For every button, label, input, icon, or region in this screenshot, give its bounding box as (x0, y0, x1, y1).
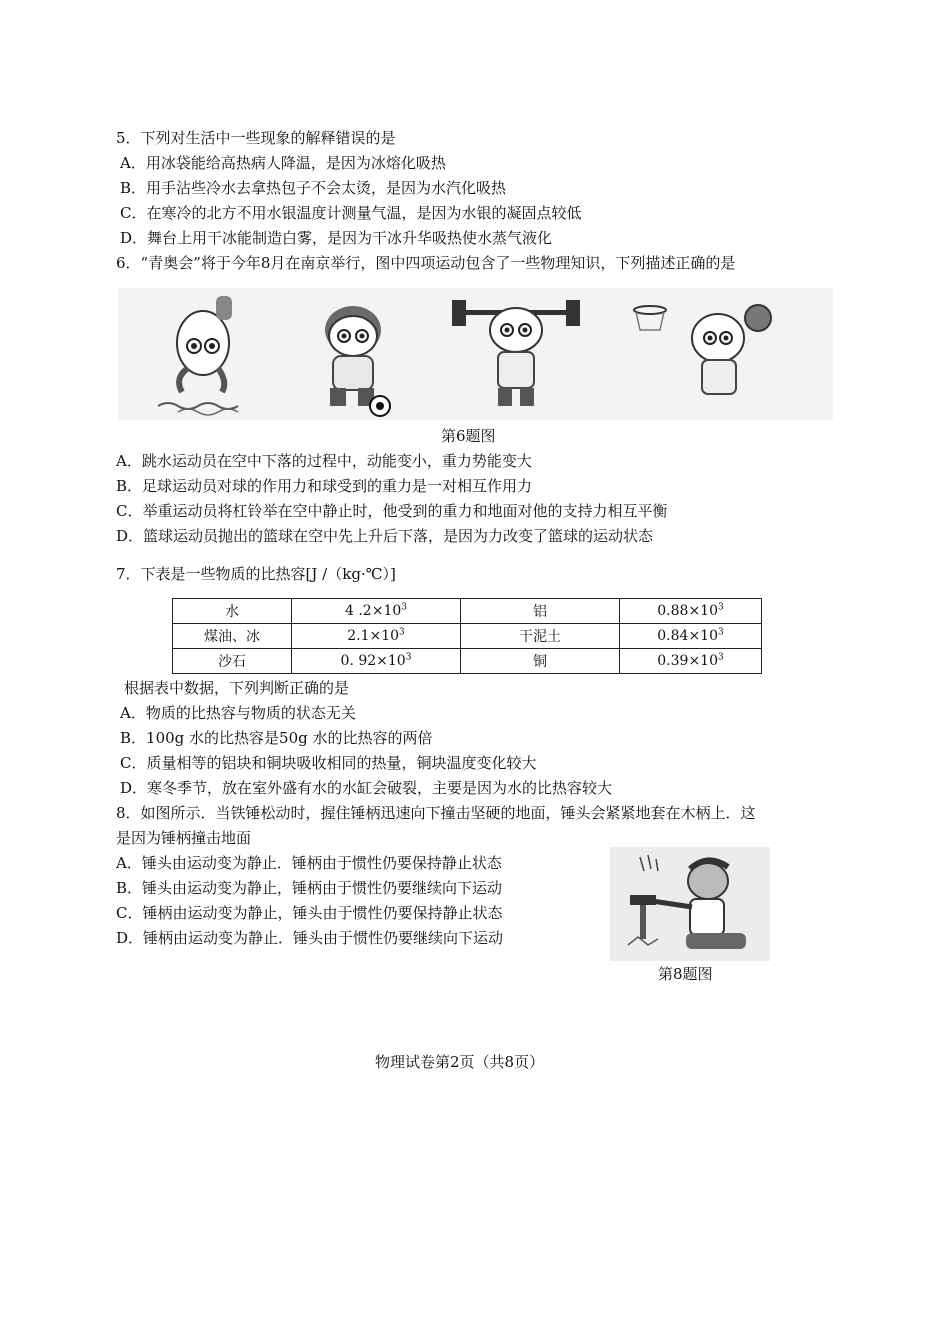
table-cell: 铝 (461, 599, 620, 624)
q7-option-b: B．100g 水的比热容是50g 水的比热容的两倍 (120, 729, 433, 747)
table-cell: 沙石 (173, 649, 292, 674)
footballer-mascot-figure (325, 306, 390, 416)
q8-figure (610, 847, 770, 961)
table-cell: 煤油、冰 (173, 624, 292, 649)
table-cell: $0.88\times 10^3$ (620, 599, 762, 624)
q7-option-a: A．物质的比热容与物质的状态无关 (120, 704, 356, 722)
diver-mascot-figure (158, 296, 238, 415)
specific-heat-table (172, 598, 762, 674)
table-cell: 4 $.2\times 10^3$ (292, 599, 461, 624)
basketball-mascot-figure (634, 305, 771, 394)
q8-option-c: C．锤柄由运动变为静止，锤头由于惯性仍要保持静止状态 (116, 904, 503, 922)
q5-option-b: B．用手沾些冷水去拿热包子不会太烫，是因为水汽化吸热 (120, 179, 507, 197)
q7-stem: 7．下表是一些物质的比热容[J /（kg·℃）] (116, 565, 396, 583)
table-cell: $2.1\times 10^3$ (292, 624, 461, 649)
q5-option-d: D．舞台上用干冰能制造白雾，是因为干冰升华吸热使水蒸气液化 (120, 229, 553, 247)
q8-option-b: B．锤头由运动变为静止，锤柄由于惯性仍要继续向下运动 (116, 879, 503, 897)
table-cell: 干泥土 (461, 624, 620, 649)
table-cell: $0.84\times 10^3$ (620, 624, 762, 649)
q6-option-c: C．举重运动员将杠铃举在空中静止时，他受到的重力和地面对他的支持力相互平衡 (116, 502, 668, 520)
q6-option-a: A．跳水运动员在空中下落的过程中，动能变小，重力势能变大 (116, 452, 532, 470)
kneeling-boy-hammer-figure (628, 855, 746, 949)
q6-figure (118, 288, 833, 420)
q8-stem-line1: 8．如图所示．当铁锤松动时，握住锤柄迅速向下撞击坚硬的地面，锤头会紧紧地套在木柄上．这 (116, 804, 756, 822)
q8-option-a: A．锤头由运动变为静止．锤柄由于惯性仍要保持静止状态 (116, 854, 502, 872)
table-cell: $0.39\times 10^3$ (620, 649, 762, 674)
q7-option-c: C．质量相等的铝块和铜块吸收相同的热量，铜块温度变化较大 (120, 754, 537, 772)
table-cell: 0. $92\times 10^3$ (292, 649, 461, 674)
q5-option-a: A．用冰袋能给高热病人降温，是因为冰熔化吸热 (120, 154, 446, 172)
q7-option-d: D．寒冬季节，放在室外盛有水的水缸会破裂，主要是因为水的比热容较大 (120, 779, 613, 797)
q5-option-c: C．在寒冷的北方不用水银温度计测量气温，是因为水银的凝固点较低 (120, 204, 582, 222)
q6-option-d: D．篮球运动员抛出的篮球在空中先上升后下落，是因为力改变了篮球的运动状态 (116, 527, 654, 545)
table-row (173, 624, 762, 649)
table-cell: 铜 (461, 649, 620, 674)
table-row (173, 599, 762, 624)
q8-option-d: D．锤柄由运动变为静止．锤头由于惯性仍要继续向下运动 (116, 929, 504, 947)
q8-figure-caption: 第8题图 (658, 965, 713, 983)
q6-figure-caption: 第6题图 (441, 427, 496, 445)
q5-stem: 5．下列对生活中一些现象的解释错误的是 (116, 129, 396, 147)
q6-option-b: B．足球运动员对球的作用力和球受到的重力是一对相互作用力 (116, 477, 533, 495)
q8-stem-line2: 是因为锤柄撞击地面 (116, 829, 252, 847)
page-footer: 物理试卷第2页（共8页） (375, 1053, 545, 1071)
weightlifter-mascot-figure (452, 300, 580, 406)
table-cell: 水 (173, 599, 292, 624)
q7-lead: 根据表中数据，下列判断正确的是 (124, 679, 350, 697)
table-row (173, 649, 762, 674)
q6-stem: 6．“青奥会”将于今年8月在南京举行，图中四项运动包含了一些物理知识，下列描述正确的是 (116, 254, 736, 272)
